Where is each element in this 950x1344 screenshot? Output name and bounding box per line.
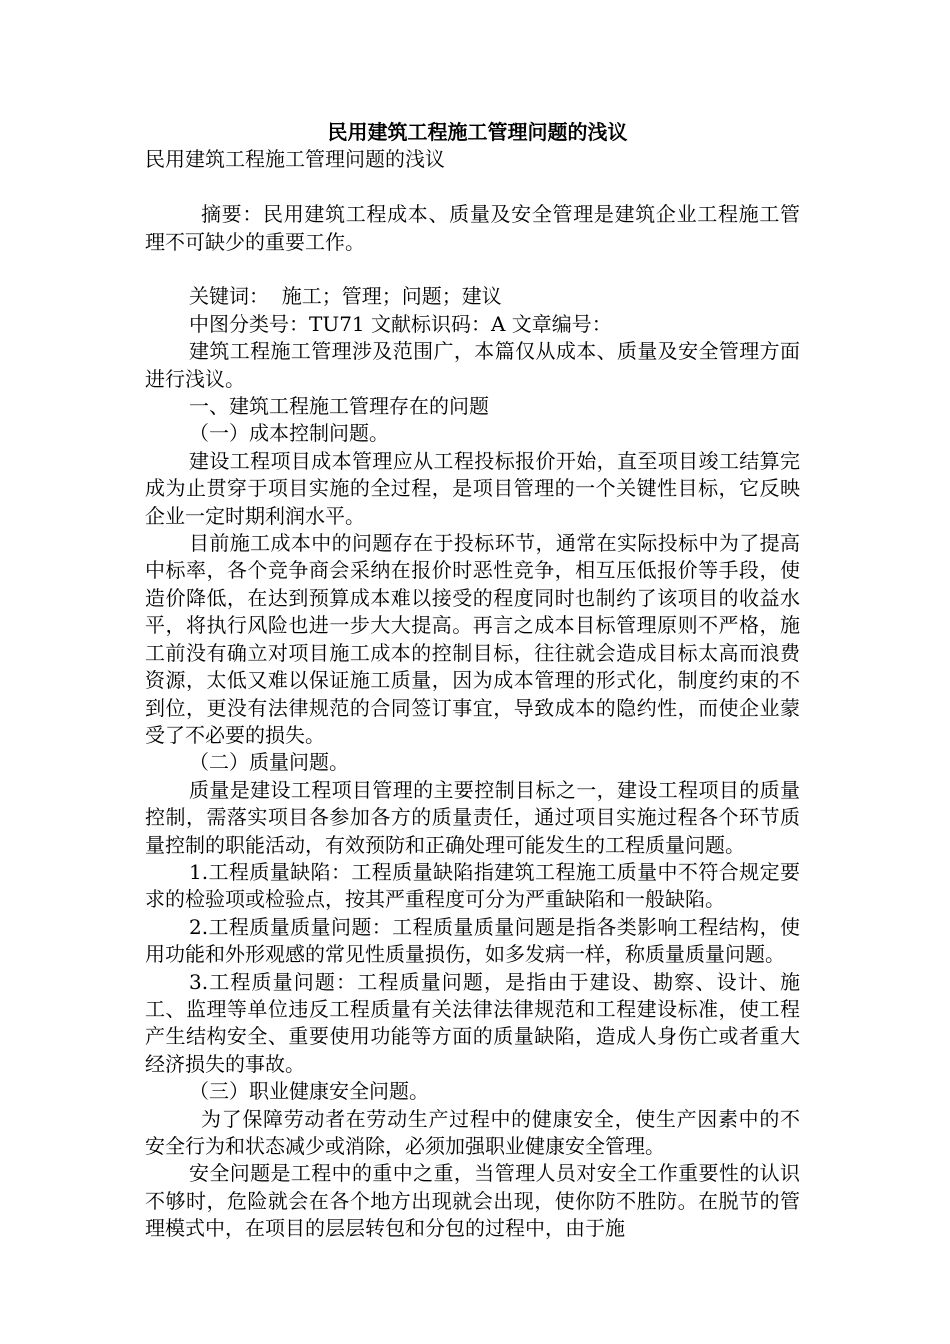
keywords: 关键词： 施工；管理；问题；建议 (189, 284, 502, 309)
classification: 中图分类号：TU71 文献标识码：A 文章编号： (189, 311, 612, 336)
list-item: 1.工程质量缺陷：工程质量缺陷指建筑工程施工质量中不符合规定要求的检验项或检验点，按其严重程度可分为严重缺陷和一般缺陷。 (145, 859, 800, 912)
blank-line (145, 174, 800, 201)
paragraph: 为了保障劳动者在劳动生产过程中的健康安全，使生产因素中的不安全行为和状态减少或消除，必须加强职业健康安全管理。 (145, 1106, 800, 1158)
paragraph: 建筑工程施工管理涉及范围广，本篇仅从成本、质量及安全管理方面进行浅议。 (145, 339, 800, 391)
subsection-heading: （三）职业健康安全问题。 (189, 1079, 429, 1104)
subsection-heading: （一）成本控制问题。 (189, 421, 389, 446)
document-subtitle: 民用建筑工程施工管理问题的浅议 (145, 147, 445, 172)
paragraph: 目前施工成本中的问题存在于投标环节，通常在实际投标中为了提高中标率，各个竞争商会采纳在报价时恶性竞争，相互压低报价等手段，使造价降低，在达到预算成本难以接受的程度同时也制约了该项目的收益水平，将执行风险也进一步大大提高。再言之成本目标管理原则不严格，施工前没有确立对项目施工成本的控制目标，往往就会造成目标太高而浪费资源，太低又难以保证施工质量，因为成本管理的形式化，制度约束的不到位，更没有法律规范的合同签订事宜，导致成本的隐约性，而使企业蒙受了不必要的损失。 (145, 531, 800, 747)
document-title: 民用建筑工程施工管理问题的浅议 (327, 120, 628, 144)
list-item: 3.工程质量问题：工程质量问题，是指由于建设、勘察、设计、施工、监理等单位违反工程质量有关法律法律规范和工程建设标准，使工程产生结构安全、重要使用功能等方面的质量缺陷，造成人身伤亡或者重大经济损失的事故。 (145, 969, 800, 1076)
paragraph: 安全问题是工程中的重中之重，当管理人员对安全工作重要性的认识不够时，危险就会在各个地方出现就会出现，使你防不胜防。在脱节的管理模式中，在项目的层层转包和分包的过程中，由于施 (145, 1161, 800, 1241)
section-heading: 一、建筑工程施工管理存在的问题 (189, 394, 489, 419)
abstract: 摘要：民用建筑工程成本、质量及安全管理是建筑企业工程施工管理不可缺少的重要工作。 (145, 202, 800, 254)
paragraph: 质量是建设工程项目管理的主要控制目标之一，建设工程项目的质量控制，需落实项目各参加各方的质量责任，通过项目实施过程各个环节质量控制的职能活动，有效预防和正确处理可能发生的工程质量问题。 (145, 777, 800, 857)
document-page (145, 119, 800, 1243)
blank-line (145, 256, 800, 283)
list-item: 2.工程质量质量问题：工程质量质量问题是指各类影响工程结构，使用功能和外形观感的常见性质量损伤，如多发病一样，称质量质量问题。 (145, 914, 800, 967)
paragraph: 建设工程项目成本管理应从工程投标报价开始，直至项目竣工结算完成为止贯穿于项目实施的全过程，是项目管理的一个关键性目标，它反映企业一定时期利润水平。 (145, 448, 800, 528)
subsection-heading: （二）质量问题。 (189, 750, 349, 775)
